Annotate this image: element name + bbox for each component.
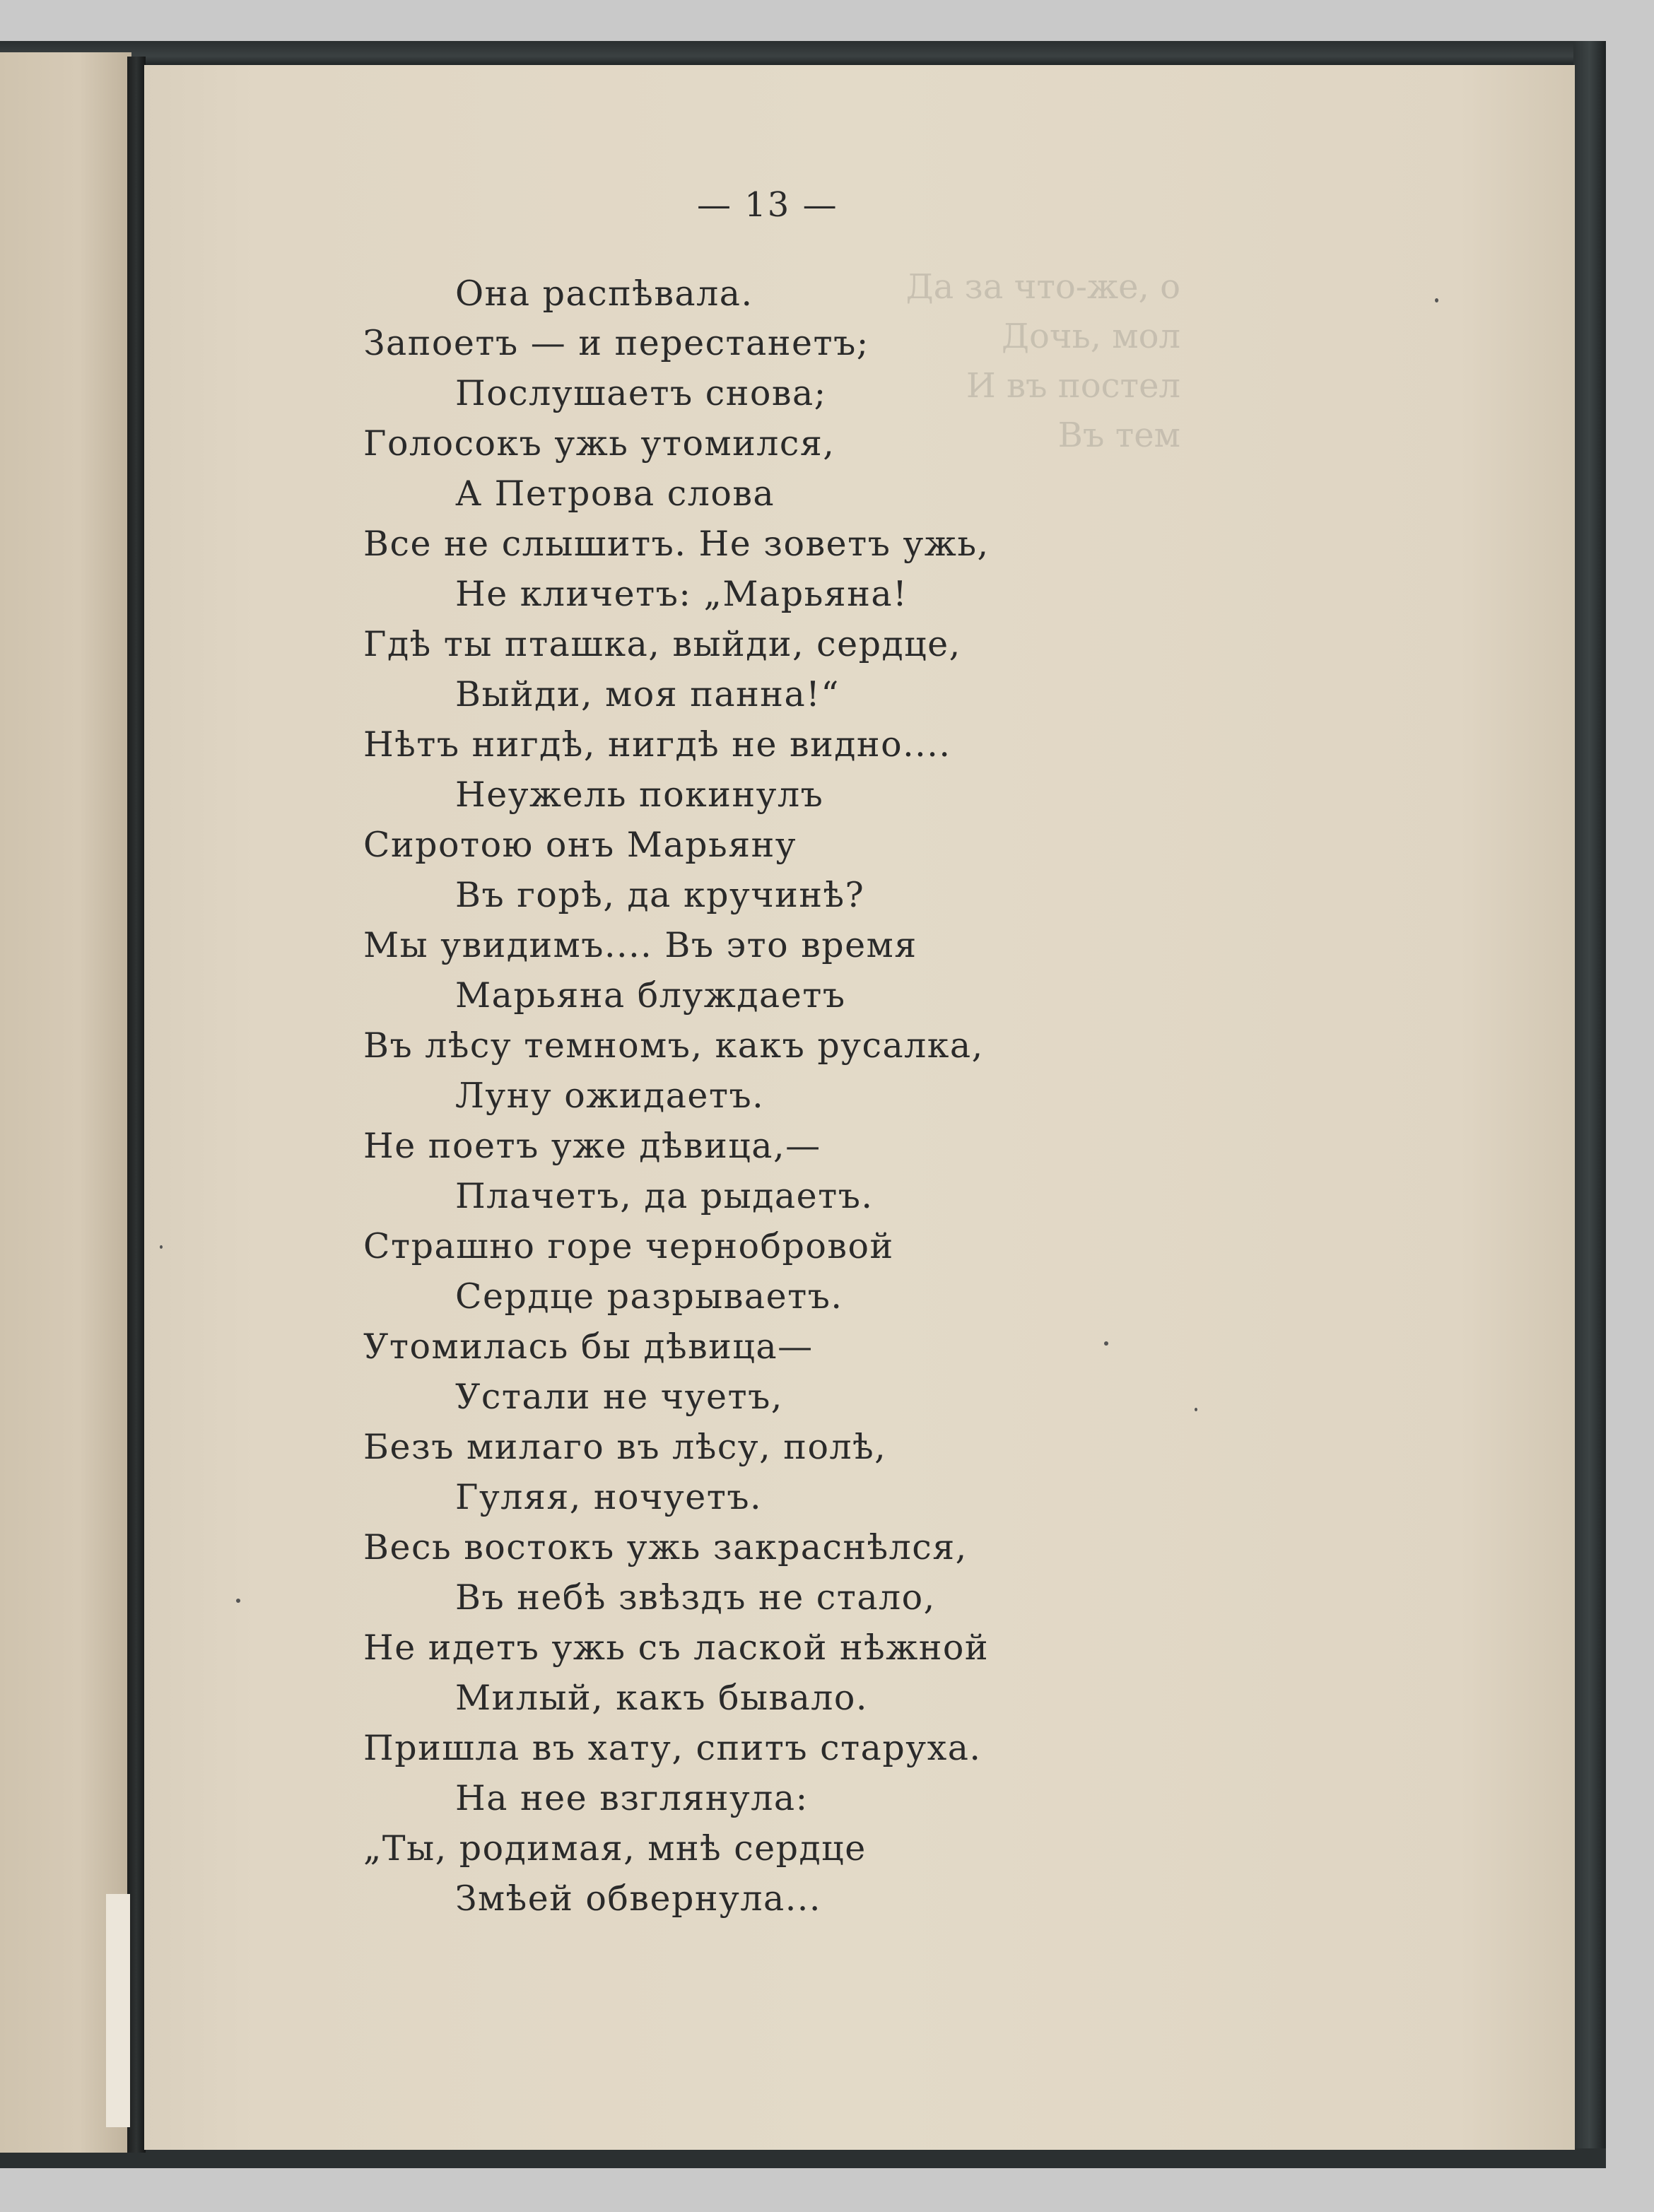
verse-line: Выйди, моя панна!“ [455, 674, 840, 714]
bleed-line: И въ постел [966, 366, 1180, 406]
verse-line: Мы увидимъ.... Въ это время [363, 925, 917, 965]
verse-line: Змѣей обвернула... [455, 1878, 821, 1919]
verse-line: Безъ милаго въ лѣсу, полѣ, [363, 1427, 887, 1467]
book-gutter [127, 57, 146, 2153]
left-page-fragment [0, 52, 131, 2153]
paper-tab [106, 1894, 130, 2127]
verse-line: Страшно горе чернобровой [363, 1226, 894, 1266]
verse-line: Гуляя, ночуетъ. [455, 1477, 763, 1517]
verse-line: На нее взглянула: [455, 1778, 809, 1818]
paper-speck [1435, 298, 1438, 302]
verse-line: Сиротою онъ Марьяну [363, 825, 797, 865]
verse-line: Гдѣ ты пташка, выйди, сердце, [363, 624, 961, 664]
bleed-line: Да за что-же, о [905, 267, 1180, 307]
paper-speck [236, 1599, 240, 1603]
verse-line: Марьяна блуждаетъ [455, 975, 846, 1016]
verse-line: Въ небѣ звѣздъ не стало, [455, 1577, 936, 1618]
bleed-through-text [855, 267, 1180, 479]
verse-line: Милый, какъ бывало. [455, 1678, 868, 1718]
verse-line: Она распѣвала. [455, 273, 753, 314]
paper-speck [160, 1245, 163, 1249]
verse-line: Въ горѣ, да кручинѣ? [455, 875, 865, 915]
verse-line: Устали не чуетъ, [455, 1377, 783, 1417]
verse-line: Не поетъ уже дѣвица,— [363, 1126, 821, 1166]
verse-line: Голосокъ ужь утомился, [363, 423, 835, 464]
verse-line: Все не слышитъ. Не зоветъ ужь, [363, 524, 990, 564]
book-cover-top-edge [0, 41, 1606, 66]
book-cover-bottom-edge [0, 2148, 1606, 2168]
book-cover-right-edge [1573, 41, 1606, 2168]
verse-line: Не идетъ ужь съ лаской нѣжной [363, 1628, 990, 1668]
verse-line: Послушаетъ снова; [455, 373, 827, 413]
bleed-line: Дочь, мол [1001, 317, 1180, 356]
verse-line: Луну ожидаетъ. [455, 1076, 765, 1116]
verse-line: Неужель покинулъ [455, 775, 824, 815]
verse-line: Утомилась бы дѣвица— [363, 1326, 814, 1367]
paper-speck [1195, 1408, 1197, 1411]
verse-line: А Петрова слова [455, 473, 775, 514]
verse-line: Пришла въ хату, спитъ старуха. [363, 1728, 982, 1768]
verse-line: Нѣтъ нигдѣ, нигдѣ не видно.... [363, 724, 951, 765]
verse-line: „Ты, родимая, мнѣ сердце [363, 1828, 867, 1869]
verse-line: Весь востокъ ужь закраснѣлся, [363, 1527, 968, 1567]
verse-line: Не кличетъ: „Марьяна! [455, 574, 908, 614]
paper-speck [1104, 1341, 1108, 1346]
bleed-line: Въ тем [1057, 416, 1180, 455]
page-number: — 13 — [697, 185, 838, 225]
verse-line: Плачетъ, да рыдаетъ. [455, 1176, 874, 1216]
verse-line: Запоетъ — и перестанетъ; [363, 323, 869, 363]
verse-line: Сердце разрываетъ. [455, 1276, 843, 1317]
verse-line: Въ лѣсу темномъ, какъ русалка, [363, 1025, 984, 1066]
